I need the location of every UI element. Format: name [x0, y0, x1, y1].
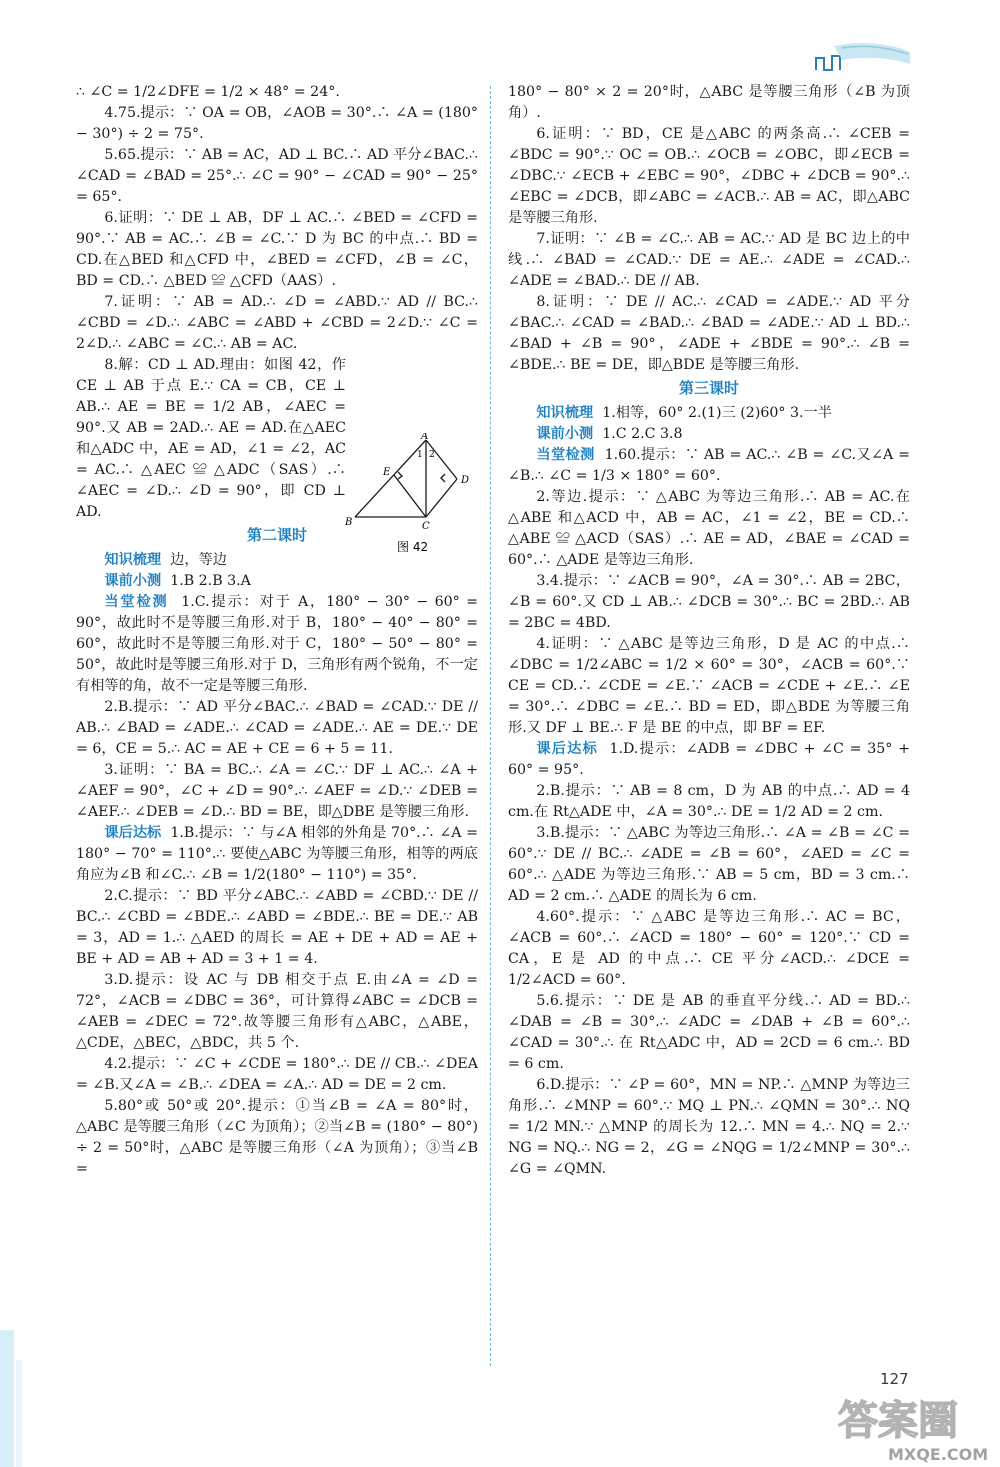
- kehou-3: 3.D.提示：设 AC 与 DB 相交于点 E.由∠A = ∠D = 72°，∠ACB = ∠DBC = 36°，可计算得∠ABC = ∠DCB = ∠AEB = ∠DEC = 72°.故等腰三角形有△ABC，△ABE，△CDE，△BEC，△BDC，共 5 个.: [76, 972, 478, 1051]
- kehou-1: 1.D.提示：∠ADB = ∠DBC + ∠C = 35° + 60° = 95°.: [508, 741, 910, 778]
- figure-caption: 图 42: [397, 540, 429, 554]
- answer-6: 6.证明：∵ DE ⊥ AB，DF ⊥ AC.∴ ∠BED = ∠CFD = 90°.∵ AB = AC.∴ ∠B = ∠C.∵ D 为 BC 的中点.∴ BD = CD.在△BED 和△CFD 中，∠BED = ∠CFD，∠B = ∠C，BD = CD.∴ △BED ≌ △CFD（AAS）.: [76, 210, 478, 289]
- answer-line: ∴ ∠C = 1/2∠DFE = 1/2 × 48° = 24°.: [76, 84, 340, 100]
- section-title-lesson-3: 第三课时: [678, 379, 739, 397]
- dangtang-3: 3.4.提示：∵ ∠ACB = 90°，∠A = 30°.∴ AB = 2BC，∠B = 60°.又 CD ⊥ AB.∴ ∠DCB = 30°.∴ BC = 2BD.∴ AB = 2BC = 4BD.: [508, 573, 910, 631]
- kehou-3: 3.B.提示：∵ △ABC 为等边三角形.∴ ∠A = ∠B = ∠C = 60°.∵ DE // BC.∴ ∠ADE = ∠B = 60°，∠AED = ∠C = 60°.∴ △ADE 为等边三角形.∵ AB = 5 cm，BD = 3 cm.∴ AD = 2 cm.∴ △ADE 的周长为 6 cm.: [508, 825, 910, 904]
- fig-label-angle2: 2: [429, 450, 435, 460]
- answer-8: 8.解：CD ⊥ AD.理由：如图 42，作 CE ⊥ AB 于点 E.∵ CA = CB，CE ⊥ AB.∴ AE = BE = 1/2 AB，∠AEC = 90°.又 AB = 2AD.∴ AE = AD.在△AEC 和△ADC 中，AE = AD，∠1 = ∠2，AC = AC.∴ △AEC ≌ △ADC（SAS）.∴ ∠AEC = ∠D.∴ ∠D = 90°，即 CD ⊥ AD.: [76, 357, 346, 520]
- kehou-2: 2.B.提示：∵ AB = 8 cm，D 为 AB 的中点.∴ AD = 4 cm.在 Rt△ADE 中，∠A = 30°.∴ DE = 1/2 AD = 2 cm.: [508, 783, 910, 820]
- kehou-5: 5.6.提示：∵ DE 是 AB 的垂直平分线.∴ AD = BD.∴ ∠DAB = ∠B = 30°.∴ ∠ADC = ∠DAB + ∠B = 60°.∴ ∠CAD = 30°.∴ 在 Rt△ADC 中，AD = 2CD = 6 cm.∴ BD = 6 cm.: [508, 993, 910, 1072]
- label-dangtang: 当堂检测: [536, 447, 595, 463]
- zhishi-answer: 1.相等，60° 2.(1)三 (2)60° 3.一半: [602, 405, 832, 421]
- right-column: [508, 82, 910, 1180]
- kehou-6: 6.D.提示：∵ ∠P = 60°，MN = NP.∴ △MNP 为等边三角形.∴ ∠MNP = 60°.∵ MQ ⊥ PN.∴ ∠QMN = 30°.∴ NQ = 1/2 MN.∵ △MNP 的周长为 12.∴ MN = 4.∴ NQ = 2.∵ NG = NQ.∴ NG = 2，∠G = ∠NQG = 1/2∠MNP = 30°.∴ ∠G = ∠QMN.: [508, 1077, 910, 1177]
- answer-5: 5.65.提示：∵ AB = AC，AD ⊥ BC.∴ AD 平分∠BAC.∴ ∠CAD = ∠BAD = 25°.∴ ∠C = 90° − ∠CAD = 90° − 25° = 65°.: [76, 147, 478, 205]
- dangtang-1: 1.60.提示：∵ AB = AC.∴ ∠B = ∠C.又∠A = ∠B.∴ ∠C = 1/3 × 180° = 60°.: [508, 447, 910, 484]
- corner-decoration: [0, 1330, 60, 1467]
- header-decoration: [812, 38, 912, 78]
- watermark: [830, 1390, 995, 1467]
- watermark-url: MXQE.COM: [888, 1445, 989, 1464]
- answer-7: 7.证明：∵ ∠B = ∠C.∴ AB = AC.∵ AD 是 BC 边上的中线.∴ ∠BAD = ∠CAD.∵ DE = AE.∴ ∠ADE = ∠CAD.∴ ∠ADE = ∠BAD.∴ DE // AB.: [508, 231, 910, 289]
- kehou-1: 1.B.提示：∵ 与∠A 相邻的外角是 70°.∴ ∠A = 180° − 70° = 110°.∴ 要使△ABC 为等腰三角形，相等的两底角应为∠B 和∠C.∴ ∠B = 1/2(180° − 110°) = 35°.: [76, 825, 478, 883]
- kehou-5: 5.80°或 50°或 20°.提示：①当∠B = ∠A = 80°时，△ABC 是等腰三角形（∠C 为顶角）；②当∠B = (180° − 80°) ÷ 2 = 50°时，△ABC 是等腰三角形（∠A 为顶角）；③当∠B =: [76, 1098, 478, 1177]
- label-kehou: 课后达标: [536, 741, 598, 757]
- fig-label-a: A: [421, 433, 429, 442]
- answer-7: 7.证明：∵ AB = AD.∴ ∠D = ∠ABD.∵ AD // BC.∴ ∠CBD = ∠D.∴ ∠ABC = ∠ABD + ∠CBD = 2∠D.∵ ∠C = 2∠D.∴ ∠ABC = ∠C.∴ AB = AC.: [76, 294, 478, 352]
- answer-8: 8.证明：∵ DE // AC.∴ ∠CAD = ∠ADE.∵ AD 平分∠BAC.∴ ∠CAD = ∠BAD.∴ ∠BAD = ∠ADE.∵ AD ⊥ BD.∴ ∠BAD + ∠B = 90°，∠ADE + ∠BDE = 90°.∴ ∠B = ∠BDE.∴ BE = DE，即△BDE 是等腰三角形.: [508, 294, 910, 373]
- label-kehou: 课后达标: [104, 825, 162, 841]
- fig-label-c: C: [422, 521, 430, 532]
- fig-label-d: D: [461, 475, 470, 486]
- label-kqian: 课前小测: [536, 426, 594, 442]
- label-dangtang: 当堂检测: [104, 594, 169, 610]
- kqian-answer: 1.C 2.C 3.8: [602, 426, 683, 442]
- dangtang-2: 2.B.提示：∵ AD 平分∠BAC.∴ ∠BAD = ∠CAD.∵ DE // AB.∴ ∠BAD = ∠ADE.∴ ∠CAD = ∠ADE.∴ AE = DE.∵ DE = 6，CE = 5.∴ AC = AE + CE = 6 + 5 = 11.: [76, 699, 478, 757]
- kqian-answer: 1.B 2.B 3.A: [170, 573, 251, 589]
- left-column: [76, 82, 478, 1180]
- fig-label-e: E: [383, 467, 391, 478]
- dangtang-2: 2.等边.提示：∵ △ABC 为等边三角形.∴ AB = AC.在△ABE 和△ACD 中，AB = AC，∠1 = ∠2，BE = CD.∴ △ABE ≌ △ACD（SAS）.∴ AE = AD，∠BAE = ∠CAD = 60°.∴ △ADE 是等边三角形.: [508, 489, 910, 568]
- dangtang-4: 4.证明：∵ △ABC 是等边三角形，D 是 AC 的中点.∴ ∠DBC = 1/2∠ABC = 1/2 × 60° = 30°，∠ACB = 60°.∵ CE = CD.∴ ∠CDE = ∠E.∵ ∠ACB = ∠CDE + ∠E.∴ ∠E = 30°.∴ ∠DBC = ∠E.∴ BD = ED，即△BDE 为等腰三角形.又 DF ⊥ BE.∴ F 是 BE 的中点，即 BF = EF.: [508, 636, 910, 736]
- column-divider: [490, 86, 491, 1366]
- kehou-2: 2.C.提示：∵ BD 平分∠ABC.∴ ∠ABD = ∠CBD.∵ DE // BC.∴ ∠CBD = ∠BDE.∴ ∠ABD = ∠BDE.∴ BE = DE.∵ AB = 3，AD = 1.∴ △AED 的周长 = AE + DE + AD = AE + BE + AD = AB + AD = 3 + 1 = 4.: [76, 888, 478, 967]
- dangtang-3: 3.证明：∵ BA = BC.∴ ∠A = ∠C.∵ DF ⊥ AC.∴ ∠A + ∠AEF = 90°，∠C + ∠D = 90°.∴ ∠AEF = ∠D.∵ ∠DEB = ∠AEF.∴ ∠DEB = ∠D.∴ BD = BE，即△DBE 是等腰三角形.: [76, 762, 478, 820]
- answer-line: 180° − 80° × 2 = 20°时，△ABC 是等腰三角形（∠B 为顶角）.: [508, 84, 910, 121]
- kehou-4: 4.2.提示：∵ ∠C + ∠CDE = 180°.∴ DE // CB.∴ ∠DEA = ∠B.又∠A = ∠B.∴ ∠DEA = ∠A.∴ AD = DE = 2 cm.: [76, 1056, 478, 1093]
- label-zhishi: 知识梳理: [536, 405, 594, 421]
- watermark-text: 答案圈: [838, 1398, 958, 1444]
- fig-label-b: B: [345, 517, 353, 528]
- label-kqian: 课前小测: [104, 573, 162, 589]
- label-zhishi: 知识梳理: [104, 552, 162, 568]
- zhishi-answer: 边，等边: [170, 552, 227, 568]
- section-title-lesson-2: 第二课时: [246, 526, 307, 544]
- dangtang-1: 1.C.提示：对于 A，180° − 30° − 60° = 90°，故此时不是等腰三角形.对于 B，180° − 40° − 80° = 60°，故此时不是等腰三角形.对于 C，180° − 50° − 80° = 50°，故此时是等腰三角形.对于 D，三角形有两个锐角，不一定有相等的角，故不一定是等腰三角形.: [76, 594, 478, 694]
- fig-label-angle1: 1: [417, 450, 423, 460]
- page-number: 127: [880, 1370, 909, 1388]
- kehou-4: 4.60°.提示：∵ △ABC 是等边三角形.∴ AC = BC，∠ACB = 60°.∴ ∠ACD = 180° − 60° = 120°.∵ CD = CA，E 是 AD 的中点.∴ CE 平分∠ACD.∴ ∠DCE = 1/2∠ACD = 60°.: [508, 909, 910, 988]
- answer-4: 4.75.提示：∵ OA = OB，∠AOB = 30°.∴ ∠A = (180° − 30°) ÷ 2 = 75°.: [76, 105, 478, 142]
- answer-6: 6.证明：∵ BD，CE 是△ABC 的两条高.∴ ∠CEB = ∠BDC = 90°.∵ OC = OB.∴ ∠OCB = ∠OBC，即∠ECB = ∠DBC.∵ ∠ECB + ∠EBC = 90°，∠DBC + ∠DCB = 90°.∴ ∠EBC = ∠DCB，即∠ABC = ∠ACB.∴ AB = AC，即△ABC 是等腰三角形.: [508, 126, 910, 226]
- figure-42: [345, 433, 473, 565]
